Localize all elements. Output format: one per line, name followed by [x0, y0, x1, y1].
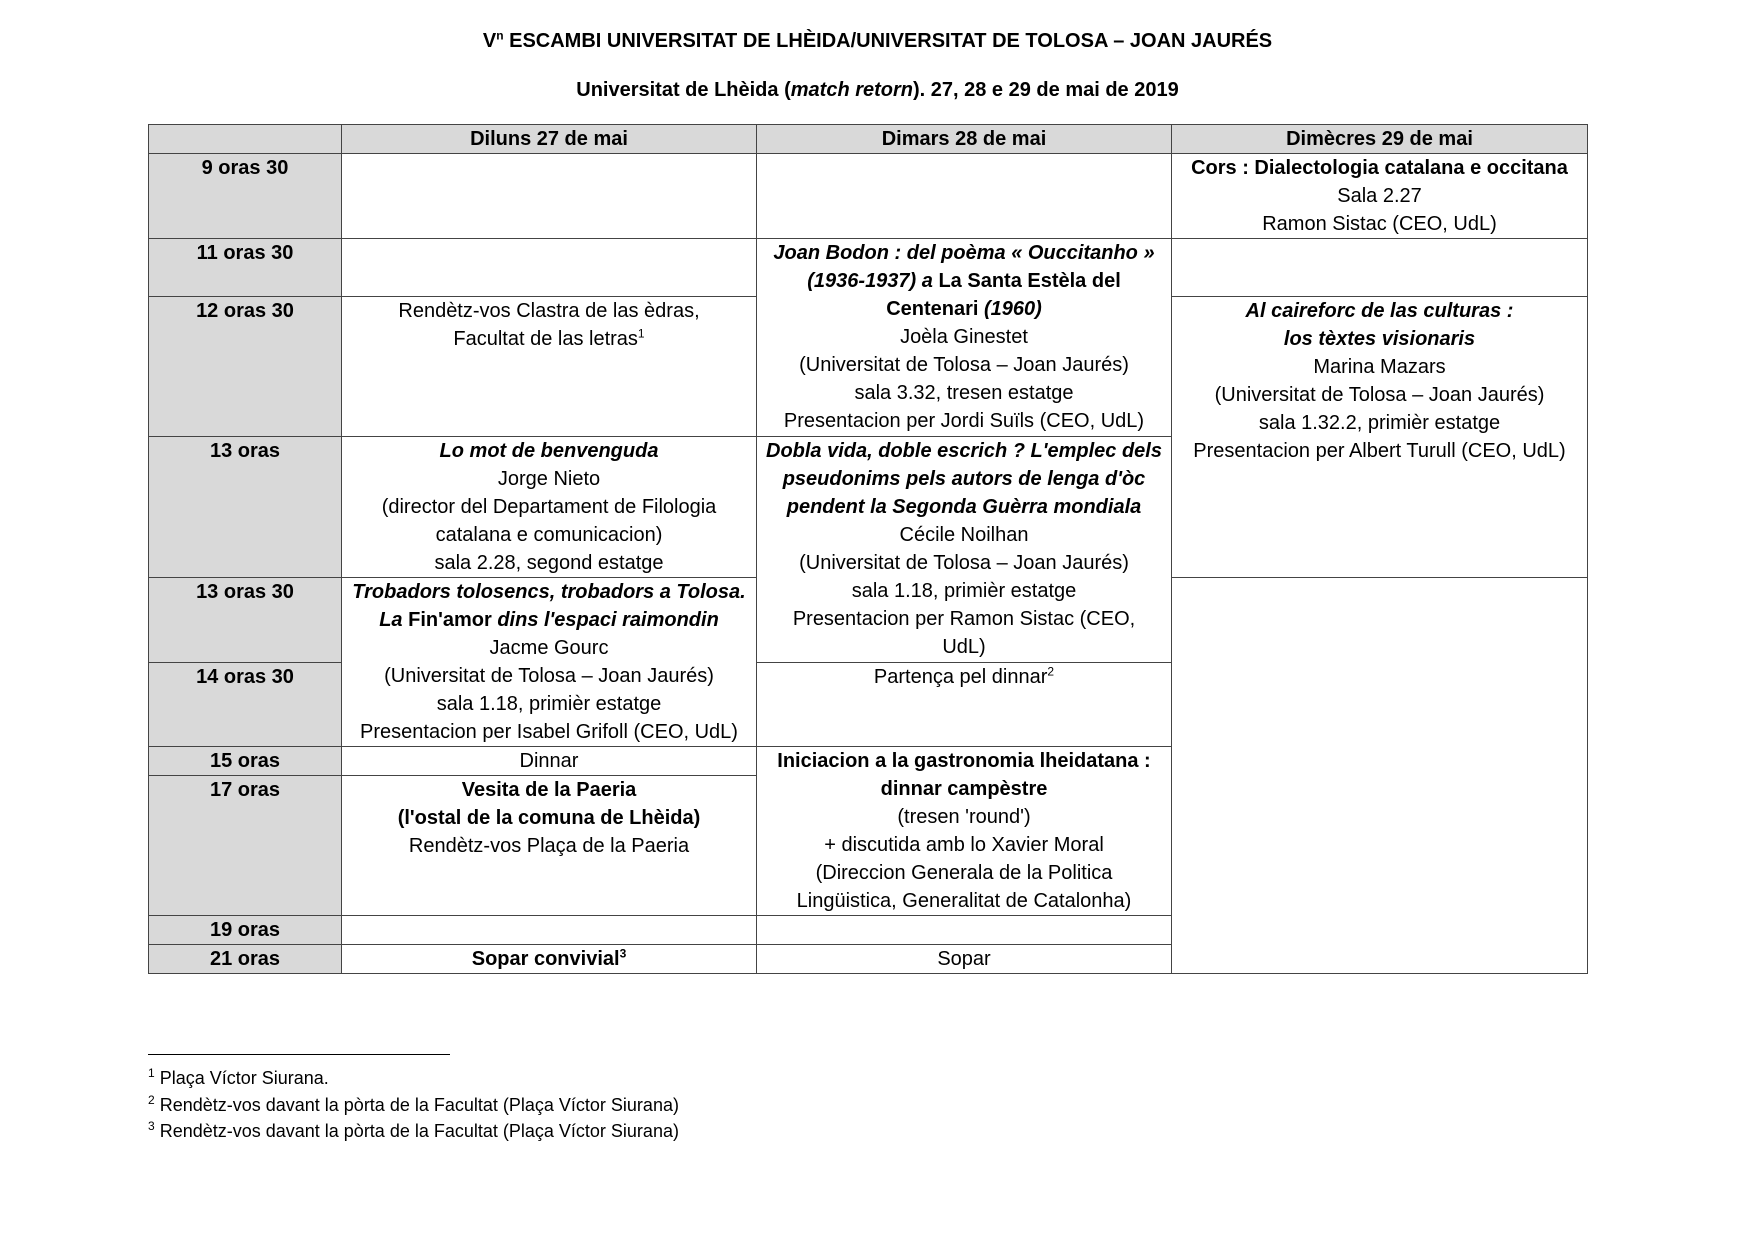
cors-title: Cors : Dialectologia catalana e occitana	[1191, 157, 1568, 179]
gastro-line: Lingüistica, Generalitat de Catalonha)	[796, 890, 1132, 912]
trobadors-title: La Fin'amor dins l'espaci raimondin	[379, 609, 719, 631]
time-cell: 13 oras	[149, 437, 342, 578]
dobla-title: pseudonims pels autors de lenga d'òc	[782, 468, 1146, 490]
trobadors-line: Presentacion per Isabel Grifoll (CEO, UdL)	[360, 721, 738, 743]
benvenguda-line: catalana e comunicacion)	[435, 524, 663, 546]
corner-cell	[149, 125, 342, 154]
tue-sopar-cell: Sopar	[757, 945, 1172, 974]
time-cell: 19 oras	[149, 916, 342, 945]
benvenguda-line: Jorge Nieto	[497, 468, 601, 490]
mon-rendetz-cell	[342, 297, 757, 437]
wed-cors-cell	[1172, 154, 1588, 239]
caireforc-line: (Universitat de Tolosa – Joan Jaurés)	[1214, 384, 1545, 406]
paeria-title: Vesita de la Paeria	[461, 779, 637, 801]
caireforc-title: Al caireforc de las culturas :	[1245, 300, 1514, 322]
dobla-title: pendent la Segonda Guèrra mondiala	[786, 496, 1142, 518]
footnote: $^1$ Plaça Víctor Siurana.	[148, 1066, 329, 1088]
empty-cell	[757, 916, 1172, 945]
table-row	[149, 154, 1588, 239]
tue-partenca-cell: Partença pel dinnar$^2$	[757, 662, 1172, 747]
time-cell: 14 oras 30	[149, 662, 342, 747]
time-cell: 11 oras 30	[149, 239, 342, 297]
tue-gastronomia-cell	[757, 747, 1172, 916]
mon-paeria-cell	[342, 776, 757, 916]
col-header-wednesday: Dimècres 29 de mai	[1172, 125, 1588, 154]
rendetz-line: Rendètz-vos Clastra de las èdras,	[398, 300, 700, 322]
bodon-line: (Universitat de Tolosa – Joan Jaurés)	[799, 354, 1129, 376]
schedule-table	[148, 124, 1588, 974]
empty-cell	[1172, 239, 1588, 297]
col-header-monday: Diluns 27 de mai	[342, 125, 757, 154]
benvenguda-line: sala 2.28, segond estatge	[434, 552, 664, 574]
time-cell: 17 oras	[149, 776, 342, 916]
trobadors-line: (Universitat de Tolosa – Joan Jaurés)	[384, 665, 714, 687]
bodon-line: Presentacion per Jordi Suïls (CEO, UdL)	[783, 410, 1145, 432]
empty-cell	[1172, 578, 1588, 974]
dobla-line: UdL)	[942, 636, 986, 658]
caireforc-line: Presentacion per Albert Turull (CEO, UdL)	[1193, 440, 1566, 462]
table-row	[149, 239, 1588, 297]
caireforc-line: sala 1.32.2, primièr estatge	[1258, 412, 1501, 434]
bodon-title-line: Joan Bodon : del poèma « Ouccitanho »	[773, 242, 1155, 264]
time-cell: 15 oras	[149, 747, 342, 776]
bodon-title-line: Centenari (1960)	[886, 298, 1042, 320]
wed-caireforc-cell	[1172, 297, 1588, 578]
tue-bodon-cell	[757, 239, 1172, 437]
empty-cell	[342, 154, 757, 239]
header-row	[149, 125, 1588, 154]
empty-cell	[757, 154, 1172, 239]
document-subtitle: Universitat de Lhèida (match retorn). 27, 28 e 29 de mai de 2019	[576, 79, 1179, 101]
benvenguda-line: (director del Departament de Filologia	[381, 496, 717, 518]
empty-cell	[342, 916, 757, 945]
footnote-rule	[148, 1054, 450, 1055]
time-cell: 13 oras 30	[149, 578, 342, 663]
footnote: $^3$ Rendètz-vos davant la pòrta de la Facultat (Plaça Víctor Siurana)	[148, 1119, 679, 1141]
gastro-line: + discutida amb lo Xavier Moral	[824, 834, 1104, 856]
mon-dinnar-cell: Dinnar	[342, 747, 757, 776]
gastro-title: Iniciacion a la gastronomia lheidatana :	[777, 750, 1151, 772]
cors-line: Sala 2.27	[1337, 185, 1422, 207]
mon-sopar-cell: Sopar convivial$^3$	[342, 945, 757, 974]
caireforc-title: los tèxtes visionaris	[1283, 328, 1476, 350]
empty-cell	[342, 239, 757, 297]
dobla-line: (Universitat de Tolosa – Joan Jaurés)	[799, 552, 1129, 574]
dobla-line: Cécile Noilhan	[899, 524, 1029, 546]
time-cell: 21 oras	[149, 945, 342, 974]
tue-dobla-cell	[757, 437, 1172, 663]
cors-line: Ramon Sistac (CEO, UdL)	[1262, 213, 1497, 235]
paeria-title: (l'ostal de la comuna de Lhèida)	[397, 807, 701, 829]
gastro-title: dinnar campèstre	[880, 778, 1048, 800]
rendetz-line: Facultat de las letras$^1$	[453, 326, 645, 350]
time-cell: 12 oras 30	[149, 297, 342, 437]
bodon-line: sala 3.32, tresen estatge	[854, 382, 1074, 404]
dobla-line: Presentacion per Ramon Sistac (CEO,	[792, 608, 1136, 630]
trobadors-line: sala 1.18, primièr estatge	[436, 693, 662, 715]
bodon-title-line: (1936-1937) a La Santa Estèla del	[807, 270, 1121, 292]
trobadors-title: Trobadors tolosencs, trobadors a Tolosa.	[352, 581, 746, 603]
mon-trobadors-cell	[342, 578, 757, 747]
trobadors-line: Jacme Gourc	[489, 637, 609, 659]
footnote: $^2$ Rendètz-vos davant la pòrta de la Facultat (Plaça Víctor Siurana)	[148, 1093, 679, 1115]
paeria-line: Rendètz-vos Plaça de la Paeria	[408, 835, 690, 857]
caireforc-line: Marina Mazars	[1313, 356, 1446, 378]
dobla-line: sala 1.18, primièr estatge	[851, 580, 1077, 602]
benvenguda-title: Lo mot de benvenguda	[439, 440, 659, 462]
bodon-line: Joèla Ginestet	[900, 326, 1028, 348]
document-title: $V^n$ ESCAMBI UNIVERSITAT DE LHÈIDA/UNIVERSITAT DE TOLOSA – JOAN JAURÉS	[482, 28, 1273, 52]
col-header-tuesday: Dimars 28 de mai	[757, 125, 1172, 154]
dobla-title: Dobla vida, doble escrich ? L'emplec dels	[766, 440, 1162, 462]
gastro-line: (tresen 'round')	[897, 806, 1031, 828]
time-cell: 9 oras 30	[149, 154, 342, 239]
mon-benvenguda-cell	[342, 437, 757, 578]
gastro-line: (Direccion Generala de la Politica	[815, 862, 1113, 884]
